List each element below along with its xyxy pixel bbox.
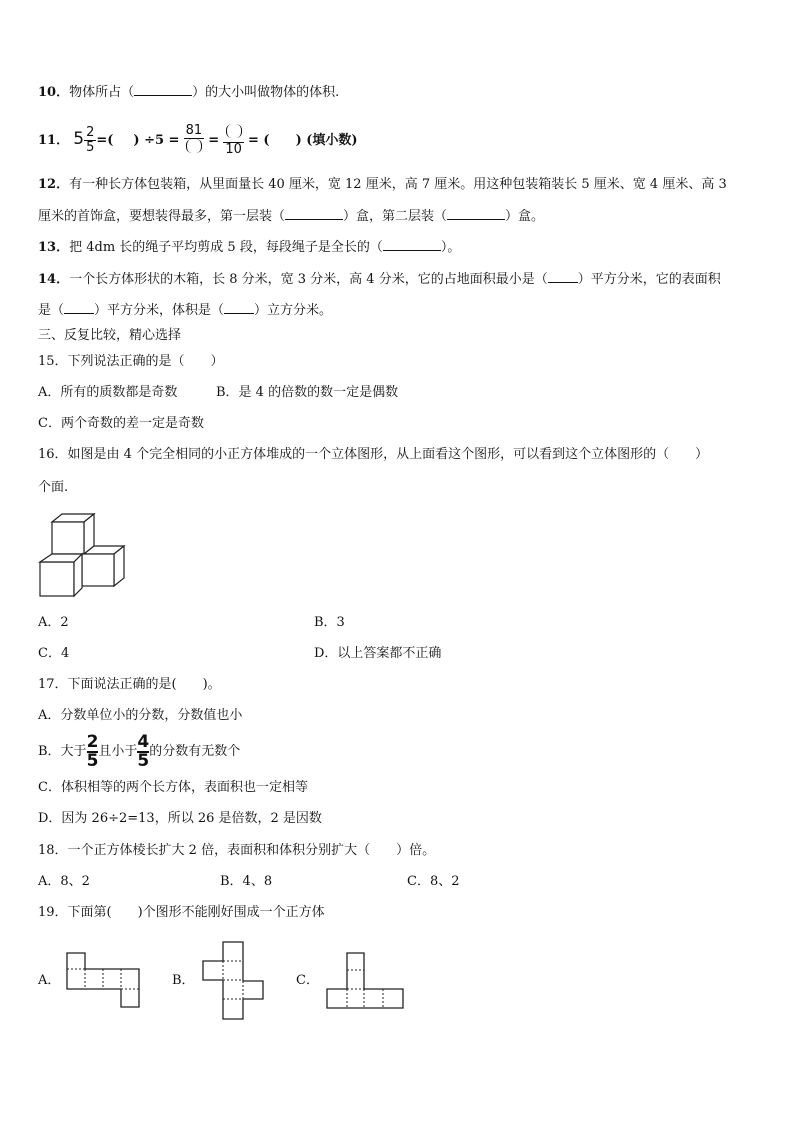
denominator: 10 [225,142,242,157]
numerator: 4 [137,731,150,752]
option-text: 且小于 [98,744,138,759]
question-text: 把 4dm 长的绳子平均剪成 5 段，每段绳子是全长的（ [69,240,383,255]
option-a[interactable]: A．所有的质数都是奇数 [38,385,178,400]
question-text: ）立方分米。 [254,303,333,318]
question-text: ）平方分米，体积是（ [94,303,225,318]
question-text: ）。 [440,240,461,255]
question-16-stem: 16．如图是由 4 个完全相同的小正方体堆成的一个立体图形，从上面看这个图形，可以看到这个立体图形的（ ） [38,447,709,462]
cube-net-a [66,952,142,1010]
question-12-line1 [38,177,727,193]
answer-blank[interactable] [447,208,505,220]
option-c[interactable]: C．体积相等的两个长方体，表面积也一定相等 [38,780,308,795]
numerator-blank[interactable] [223,124,244,143]
option-b[interactable]: B．是 4 的倍数的数一定是偶数 [216,385,399,400]
answer-blank[interactable] [285,208,343,220]
fraction [86,731,99,771]
question-number: 11． [38,133,70,148]
denominator-blank[interactable] [184,139,205,157]
option-b[interactable] [38,732,240,772]
answer-blank[interactable] [134,84,192,96]
equals-paren: = ( [248,133,270,148]
option-c-label[interactable]: C． [296,973,319,988]
denominator: 5 [137,750,150,771]
option-a[interactable]: A．8、2 [38,874,90,889]
option-b[interactable]: B．4、8 [220,874,273,889]
question-14-line2 [38,302,332,319]
question-text: ）平方分米，它的表面积 [577,272,721,287]
option-text: B．大于 [38,744,87,759]
fraction [84,126,96,155]
question-text: ）盒。 [505,209,545,224]
divide-text: ) ÷5 = [133,133,180,148]
question-number: 12． [38,177,70,192]
question-text: 物体所占（ [69,85,135,100]
question-10 [38,84,339,101]
denominator: 5 [86,750,99,771]
question-17-stem: 17．下面说法正确的是( )。 [38,677,221,692]
question-15-stem: 15．下列说法正确的是（ ） [38,354,224,369]
section-heading: 三、反复比较，精心选择 [38,328,182,343]
option-c[interactable]: C．4 [38,646,70,661]
question-text: ）的大小叫做物体的体积. [192,85,340,100]
option-text: 的分数有无数个 [149,744,241,759]
question-13 [38,239,460,256]
question-18-stem: 18．一个正方体棱长扩大 2 倍，表面积和体积分别扩大（ ）倍。 [38,843,436,858]
question-number: 13． [38,240,70,255]
question-11 [38,122,358,158]
question-12-line2 [38,208,544,225]
answer-blank[interactable] [224,302,254,314]
cube-net-b [202,941,266,1021]
answer-blank[interactable] [64,302,94,314]
option-a[interactable]: A．2 [38,615,69,630]
mixed-whole: 5 [73,129,85,149]
question-16-stem-cont: 个面. [38,480,69,495]
question-number: 10． [38,85,70,100]
fraction [184,124,205,157]
option-d[interactable]: D．因为 26÷2=13，所以 26 是倍数，2 是因数 [38,811,322,826]
question-19-stem: 19．下面第( )个图形不能刚好围成一个正方体 [38,905,325,920]
option-a-label[interactable]: A． [38,973,61,988]
fraction [137,731,150,771]
equals-paren: =( [96,133,114,148]
denominator: 5 [86,140,95,155]
numerator: 81 [185,123,203,138]
option-c[interactable]: C．8、2 [407,874,460,889]
hint-text: ) (填小数) [295,133,358,148]
option-c[interactable]: C．两个奇数的差一定是奇数 [38,416,204,431]
question-text: ）盒，第二层装（ [343,209,448,224]
answer-blank[interactable] [548,271,578,283]
question-text: 是（ [38,303,65,318]
option-b[interactable]: B．3 [314,615,345,630]
fraction [223,124,244,157]
option-b-label[interactable]: B． [172,973,195,988]
cube-stack-figure [36,510,136,600]
question-text: 有一种长方体包装箱，从里面量长 40 厘米，宽 12 厘米，高 7 厘米。用这种包装箱装长 5 厘米、宽 4 厘米、高 3 [69,177,727,192]
question-text: 一个长方体形状的木箱，长 8 分米，宽 3 分米，高 4 分米，它的占地面积最小是（ [69,272,548,287]
question-number: 14． [38,272,70,287]
answer-blank[interactable] [383,239,441,251]
question-14-line1 [38,271,721,288]
option-a[interactable]: A．分数单位小的分数，分数值也小 [38,708,243,723]
cube-net-c [326,952,406,1012]
numerator: 2 [86,731,99,752]
option-d[interactable]: D．以上答案都不正确 [314,646,442,661]
equals: = [208,133,220,148]
numerator: 2 [86,125,95,140]
question-text: 厘米的首饰盒，要想装得最多，第一层装（ [38,209,286,224]
